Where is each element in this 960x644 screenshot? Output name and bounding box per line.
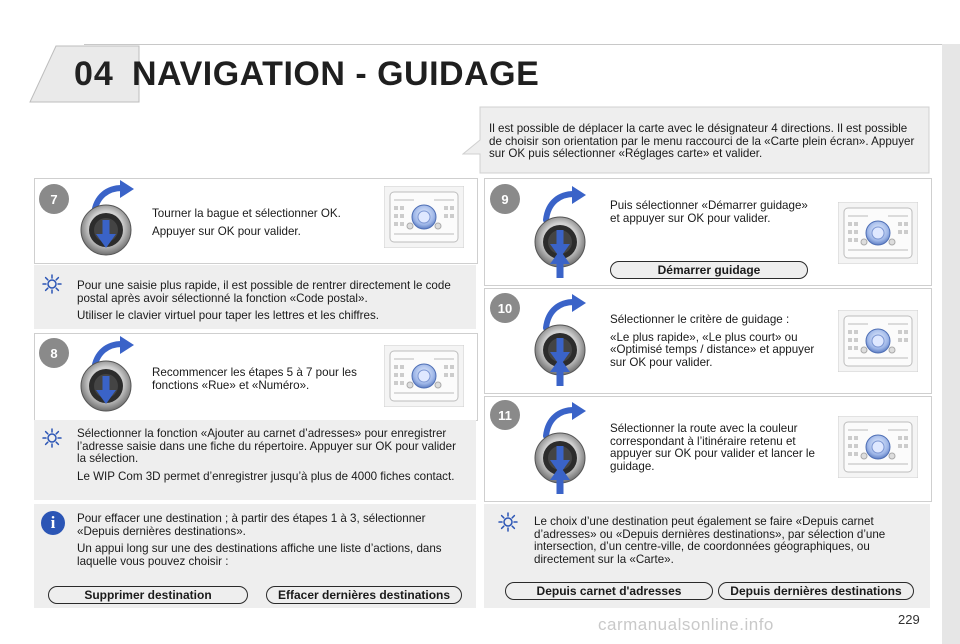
- tip-sun-icon: [40, 272, 64, 296]
- step7-line-2: Appuyer sur OK pour valider.: [152, 224, 301, 238]
- tip-sun-icon: [496, 510, 520, 534]
- header-rule: [84, 44, 942, 45]
- tip1-text: [77, 280, 467, 328]
- watermark: carmanualsonline.info: [598, 615, 774, 634]
- from-address-book-button[interactable]: Depuis carnet d'adresses: [505, 582, 713, 600]
- step7-text: [152, 208, 377, 243]
- tip1-para-2: Utiliser le clavier virtuel pour taper les lettres et les chiffres.: [77, 309, 379, 323]
- delete-destination-button[interactable]: Supprimer destination: [48, 586, 248, 604]
- step9-text: Puis sélectionner «Démarrer guidage» et appuyer sur OK pour valider.: [610, 199, 808, 225]
- step10-line-2: «Le plus rapide», «Le plus court» ou «Optimisé temps / distance» et appuyer sur OK pour valider.: [610, 330, 815, 369]
- rotary-knob-turn-icon: [80, 336, 140, 416]
- radio-unit-illustration: [384, 345, 464, 407]
- tip2-text: [77, 428, 467, 488]
- info-text: [77, 513, 467, 573]
- rotary-knob-turn-icon: [80, 180, 140, 260]
- radio-unit-illustration: [838, 310, 918, 372]
- step8-text: Recommencer les étapes 5 à 7 pour les fonctions «Rue» et «Numéro».: [152, 366, 357, 392]
- radio-unit-illustration: [838, 416, 918, 478]
- page-number: 229: [898, 612, 920, 627]
- step-badge-11: 11: [490, 400, 520, 430]
- clear-last-destinations-button[interactable]: Effacer dernières destinations: [266, 586, 462, 604]
- step10-line-1: Sélectionner le critère de guidage :: [610, 313, 790, 326]
- rotary-knob-press-icon: [532, 402, 592, 498]
- step-badge-8: 8: [39, 338, 69, 368]
- page-title: NAVIGATION - GUIDAGE: [132, 55, 540, 93]
- from-last-destinations-button[interactable]: Depuis dernières destinations: [718, 582, 914, 600]
- intro-text: Il est possible de déplacer la carte avec le désignateur 4 directions. Il est possible de choisir son orientation par le menu raccourci de la «Carte plein écran». Appuyer sur OK puis sélectionner «Réglages carte» et valider.: [489, 122, 915, 161]
- tip1-para-1: Pour une saisie plus rapide, il est possible de rentrer directement le code postal après avoir sélectionné la fonction «Code postal».: [77, 279, 451, 305]
- tip-sun-icon: [40, 426, 64, 450]
- tip2-para-1: Sélectionner la fonction «Ajouter au carnet d’adresses» pour enregistrer l’adresse saisie dans une fiche du répertoire. Appuyer sur OK pour valider la sélection.: [77, 427, 456, 466]
- step-badge-7: 7: [39, 184, 69, 214]
- rotary-knob-press-icon: [532, 186, 592, 282]
- info-para-2: Un appui long sur une des destinations affiche une liste d’actions, dans laquelle vous pouvez choisir :: [77, 542, 442, 568]
- start-guidance-button[interactable]: Démarrer guidage: [610, 261, 808, 279]
- tip2-para-2: Le WIP Com 3D permet d’enregistrer jusqu’à plus de 4000 fiches contact.: [77, 469, 455, 483]
- step11-text: Sélectionner la route avec la couleur correspondant à l’itinéraire retenu et appuyer sur OK pour valider et lancer le guidage.: [610, 422, 815, 473]
- info-icon: i: [41, 511, 65, 535]
- radio-unit-illustration: [384, 186, 464, 248]
- side-margin-band: [942, 44, 960, 644]
- info-para-1: Pour effacer une destination ; à partir des étapes 1 à 3, sélectionner «Depuis dernières destinations».: [77, 512, 426, 538]
- step7-line-1: Tourner la bague et sélectionner OK.: [152, 207, 341, 220]
- step10-text: [610, 314, 820, 374]
- chapter-number: 04: [74, 55, 114, 93]
- step-badge-9: 9: [490, 184, 520, 214]
- rotary-knob-press-icon: [532, 294, 592, 390]
- tip3-text: Le choix d’une destination peut également se faire «Depuis carnet d’adresses» ou «Depuis dernières destinations», par sélection d’une intersection, d’un centre-ville, de coordonnées géographiques, ou directement sur la «Carte».: [534, 515, 886, 566]
- radio-unit-illustration: [838, 202, 918, 264]
- step-badge-10: 10: [490, 293, 520, 323]
